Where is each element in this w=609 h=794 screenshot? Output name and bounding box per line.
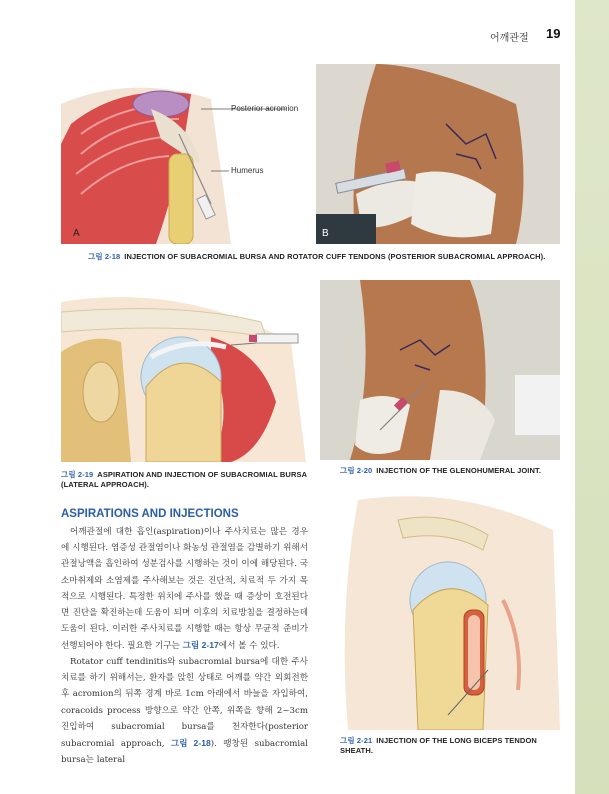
figure-2-21-illustration: [338, 490, 560, 730]
body-paragraph-2: [61, 654, 308, 768]
panel-letter-a: A: [73, 228, 80, 239]
page-number: 19: [546, 26, 561, 41]
label-humerus: Humerus: [231, 166, 264, 175]
caption-label-2-20: 그림 2-20: [340, 466, 373, 475]
para2-text-b: ). 팽창된 subacromial bursa는 lateral: [61, 739, 309, 766]
caption-figure-2-20: [340, 466, 560, 476]
shoulder-posterior-illustration: [61, 64, 306, 244]
para1-text-b: 에서 볼 수 있다.: [218, 641, 280, 652]
figure-2-18-a-illustration: [61, 64, 306, 244]
shoulder-lateral-illustration: [61, 282, 306, 462]
caption-text-2-21: INJECTION OF THE LONG BICEPS TENDON SHEATH.: [340, 736, 537, 755]
biceps-tendon-illustration: [338, 490, 560, 730]
figure-2-19-illustration: [61, 282, 306, 462]
injection-photo-posterior: [316, 64, 560, 244]
figure-2-18-b-photo: [316, 64, 560, 244]
section-title: ASPIRATIONS AND INJECTIONS: [61, 508, 239, 520]
para1-figure-ref: 그림 2-17: [182, 640, 219, 651]
caption-text-2-20: INJECTION OF THE GLENOHUMERAL JOINT.: [376, 466, 542, 475]
para2-text-a: Rotator cuff tendinitis와 subacromial bursa에 대한 주사치료를 하기 위해서는, 환자를 앉힌 상태로 어깨를 약간 외회전한 후 acromion의 뒤쪽 경계 바로 1cm 아래에서 바늘을 자입하여, coracoids process 방향으로 약간 안쪽, 위쪽을 향해 2~3cm 진입하여 subacromial bursa를 천자한다(posterior subacromial approach,: [61, 657, 308, 750]
caption-label-2-18: 그림 2-18: [88, 252, 121, 261]
panel-letter-b: B: [322, 228, 329, 239]
caption-figure-2-18: [88, 252, 548, 262]
figure-2-20-photo: [320, 280, 560, 460]
caption-text-2-19: ASPIRATION AND INJECTION OF SUBACROMIAL BURSA (LATERAL APPROACH).: [61, 470, 307, 489]
body-paragraph-1: [61, 524, 308, 655]
caption-figure-2-19: [61, 470, 311, 490]
caption-label-2-21: 그림 2-21: [340, 736, 373, 745]
side-tab: [575, 0, 609, 794]
para2-figure-ref: 그림 2-18: [170, 738, 211, 749]
caption-text-2-18: INJECTION OF SUBACROMIAL BURSA AND ROTATOR CUFF TENDONS (POSTERIOR SUBACROMIAL APPROACH).: [124, 252, 546, 261]
label-posterior-acromion: Posterior acromion: [231, 104, 299, 113]
para1-text-a: 어깨관절에 대한 흡인(aspiration)이나 주사치료는 많은 경우에 시행된다. 염증성 관절염이나 화농성 관절염을 감별하기 위해서 관절낭액을 흡인하여 성분검사를 시행하는 것이 이에 해당된다. 국소마취제와 소염제를 주사해보는 것은 진단적, 치료적 두 가지 목적으로 시행된다. 특정한 위치에 주사를 했을 때 증상이 호전된다면 진단을 확진하는데 도움이 되며 이후의 치료방침을 결정하는데 도움이 된다. 이러한 주사치료를 시행할 때는 항상 무균적 준비가 선행되어야 한다. 필요한 기구는: [61, 527, 308, 652]
injection-photo-glenohumeral: [320, 280, 560, 460]
caption-label-2-19: 그림 2-19: [61, 470, 94, 479]
running-title: 어깨관절: [490, 33, 529, 44]
caption-figure-2-21: [340, 736, 560, 756]
